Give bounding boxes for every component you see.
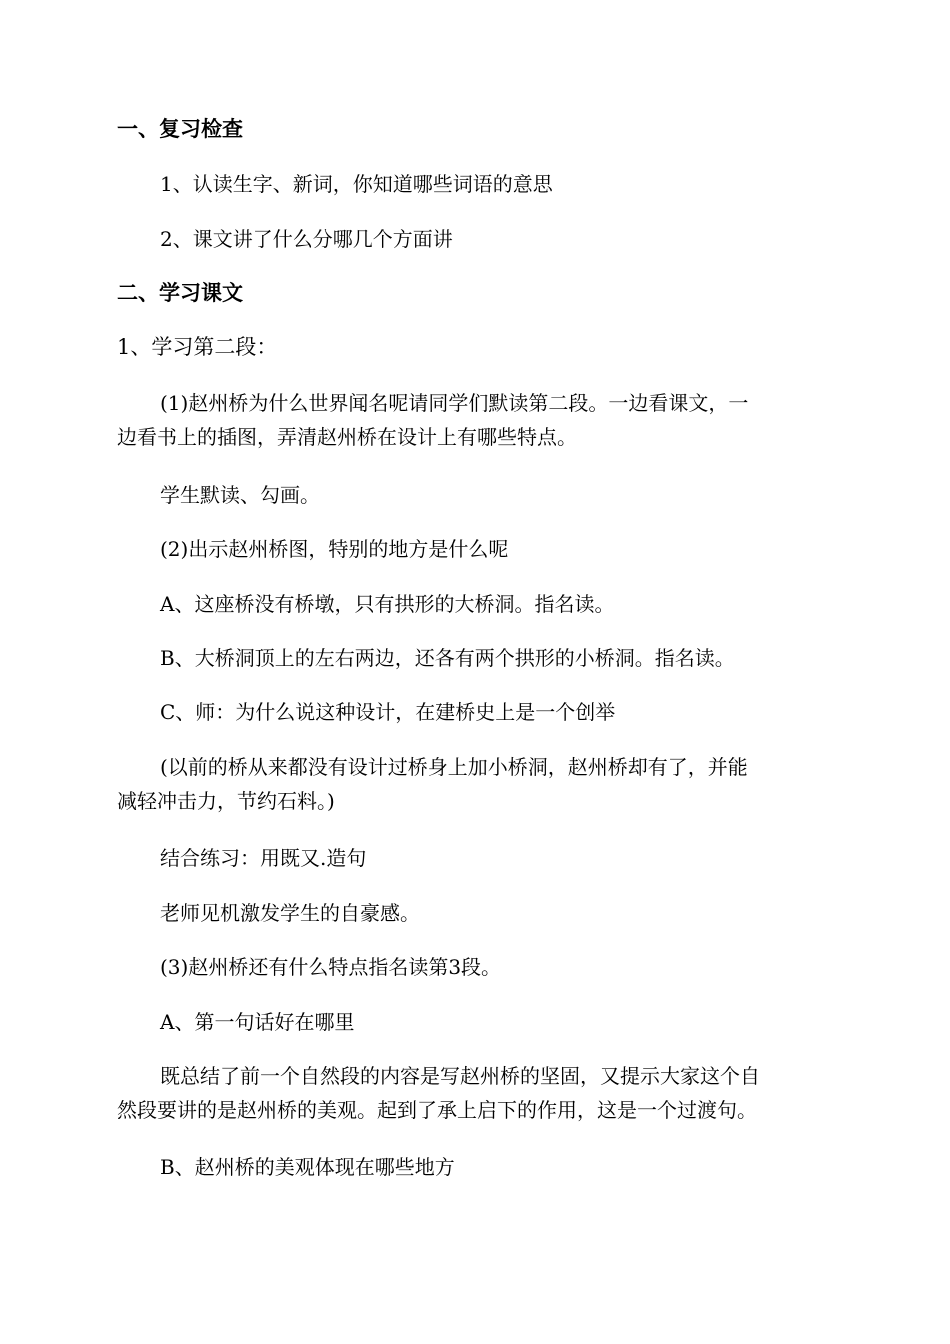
paragraph-point-a-2: A、第一句话好在哪里 <box>160 1010 355 1034</box>
paragraph-explanation-line-1: (以前的桥从来都没有设计过桥身上加小桥洞，赵州桥却有了，并能 <box>160 755 748 779</box>
paragraph-summary-line-1: 既总结了前一个自然段的内容是写赵州桥的坚固，又提示大家这个自 <box>160 1064 760 1088</box>
paragraph-explanation-line-2: 减轻冲击力，节约石料。) <box>117 789 335 813</box>
paragraph-point-b-2: B、赵州桥的美观体现在哪些地方 <box>160 1155 455 1179</box>
paragraph-exercise: 结合练习：用既又.造句 <box>160 846 367 870</box>
paragraph-summary <box>117 1059 833 1127</box>
paragraph-question-1-line-2: 边看书上的插图，弄清赵州桥在设计上有哪些特点。 <box>117 425 577 449</box>
paragraph-summary-line-2: 然段要讲的是赵州桥的美观。起到了承上启下的作用，这是一个过渡句。 <box>117 1098 757 1122</box>
review-item-2: 2、课文讲了什么分哪几个方面讲 <box>160 227 453 251</box>
subheading-study-second-paragraph: 1、学习第二段： <box>117 335 278 359</box>
paragraph-teacher-note: 老师见机激发学生的自豪感。 <box>160 901 420 925</box>
paragraph-students-read: 学生默读、勾画。 <box>160 483 320 507</box>
paragraph-question-1 <box>117 386 833 454</box>
section-heading-review: 一、复习检查 <box>117 117 243 141</box>
paragraph-question-2: (2)出示赵州桥图，特别的地方是什么呢 <box>160 537 509 561</box>
paragraph-point-c: C、师：为什么说这种设计，在建桥史上是一个创举 <box>160 700 616 724</box>
paragraph-question-1-line-1: (1)赵州桥为什么世界闻名呢请同学们默读第二段。一边看课文，一 <box>160 391 749 415</box>
paragraph-explanation <box>117 750 833 818</box>
paragraph-point-b: B、大桥洞顶上的左右两边，还各有两个拱形的小桥洞。指名读。 <box>160 646 735 670</box>
paragraph-point-a: A、这座桥没有桥墩，只有拱形的大桥洞。指名读。 <box>160 592 615 616</box>
review-item-1: 1、认读生字、新词，你知道哪些词语的意思 <box>160 172 553 196</box>
paragraph-question-3: (3)赵州桥还有什么特点指名读第3段。 <box>160 955 502 979</box>
section-heading-study: 二、学习课文 <box>117 281 243 305</box>
